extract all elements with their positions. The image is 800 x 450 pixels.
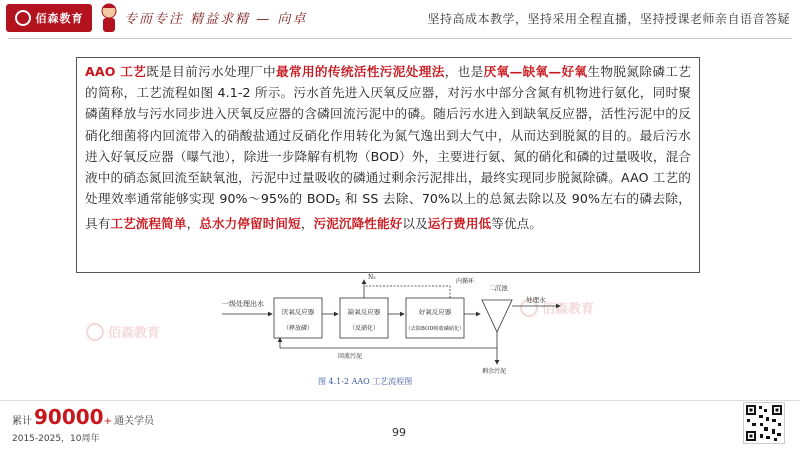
label-n2: N₂ xyxy=(368,274,376,281)
highlight-short-retention: 总水力停留时间短 xyxy=(199,216,301,232)
label-return-sludge: 回流污泥 xyxy=(338,353,363,360)
text-segment: ， xyxy=(300,216,314,232)
highlight-low-cost: 运行费用低 xyxy=(427,216,492,232)
text-segment: 生物脱氮除磷工艺的简称，工艺流程如图 4.1-2 所示。污水首先进入厌氧反应器，对污水中部分含氮有机物进行氨化，同时聚磷菌释放与污水同步进入厌氧反应器的含磷回流污泥中的磷。随后污水进入到缺氧反应器，活性污泥中的反硝化细菌将内回流带入的硝酸盐通过反硝化作用转化为氮气逸出到大气中，从而达到脱氮的目的。最后污水进入好氧反应器（曝气池），除进一步降解有机物（BOD）外，主要进行氨、氮的硝化和磷的过量吸收，混合液中的硝态氮回流至缺氧池，污泥中过量吸收的磷通过剩余污泥排出，最终实现同步脱氮除磷。AAO 工艺的处理效率通常能够实现 90%～95%的 BOD xyxy=(85,64,691,207)
header-divider xyxy=(8,38,792,39)
line-internal-return xyxy=(364,286,450,298)
highlight-common-method: 最常用的传统活性污泥处理法 xyxy=(276,64,445,79)
watermark-text: 佰森教育 xyxy=(108,326,161,341)
label-anoxic: 缺氧反应器 xyxy=(347,308,381,316)
brand-logo[interactable] xyxy=(6,4,92,32)
header-tagline: 坚持高成本教学，坚持采用全程直播，坚持授课老师亲自语音答疑 xyxy=(427,12,790,26)
content-textbox xyxy=(76,57,700,273)
label-anaerobic: 厌氧反应器 xyxy=(281,308,315,316)
highlight-simple-process: 工艺流程简单 xyxy=(110,216,187,232)
note-anoxic: （反硝化） xyxy=(348,325,380,332)
qr-code-icon[interactable] xyxy=(743,402,785,444)
highlight-a2o-phases: 厌氧—缺氧—好氧 xyxy=(483,64,588,79)
shape-clarifier xyxy=(482,300,512,332)
process-flow-svg xyxy=(220,270,590,390)
brand-logo-icon xyxy=(15,10,31,26)
box-anoxic xyxy=(340,298,388,338)
subscript-bod: 5 xyxy=(335,198,341,208)
text-segment: 既是目前污水处理厂中 xyxy=(146,64,276,79)
label-excess-sludge: 剩余污泥 xyxy=(482,368,507,375)
label-inflow: 一级处理出水 xyxy=(222,300,264,308)
aao-process-diagram xyxy=(220,270,590,390)
brand-logo-text: 佰森教育 xyxy=(35,12,84,25)
watermark-logo-left xyxy=(86,322,160,341)
stats-number: 90000 xyxy=(34,405,104,429)
student-stats xyxy=(12,405,154,429)
header-slogan: 专而专注 精益求精 — 向卓 xyxy=(124,12,308,27)
highlight-settling: 污泥沉降性能好 xyxy=(313,216,403,232)
stats-prefix: 累计 xyxy=(12,416,32,427)
text-segment: 和 SS 去除、70%以上的总氮去除以及 90%左右的磷去除，具有 xyxy=(85,191,692,232)
label-clarifier: 二沉池 xyxy=(488,284,508,292)
label-effluent: 处理水 xyxy=(526,296,546,304)
label-internal-return: 内循环 xyxy=(456,278,475,285)
watermark-text: 佰森教育 xyxy=(542,302,595,317)
term-aao: AAO 工艺 xyxy=(85,64,147,79)
text-segment: 以及 xyxy=(402,216,428,232)
text-segment: 等优点。 xyxy=(491,216,543,232)
aao-description xyxy=(85,61,691,235)
stats-plus: + xyxy=(103,416,112,427)
anniversary-text: 2015-2025，10周年 xyxy=(12,434,100,444)
note-anaerobic: （释放磷） xyxy=(282,325,314,332)
box-aerobic xyxy=(406,298,464,338)
note-aerobic: （去除BOD吸收磷硝化） xyxy=(405,326,465,332)
header xyxy=(0,0,800,40)
figure-caption: 图 4.1-2 AAO 工艺流程图 xyxy=(318,377,413,386)
mascot-icon xyxy=(98,2,120,34)
stats-suffix: 通关学员 xyxy=(113,416,154,427)
footer-divider xyxy=(0,400,800,401)
text-segment: ， xyxy=(186,216,200,232)
watermark-icon xyxy=(86,323,104,341)
text-segment: ，也是 xyxy=(444,64,484,79)
box-anaerobic xyxy=(274,298,322,338)
page-number: 99 xyxy=(392,426,406,439)
label-aerobic: 好氧反应器 xyxy=(418,308,452,316)
